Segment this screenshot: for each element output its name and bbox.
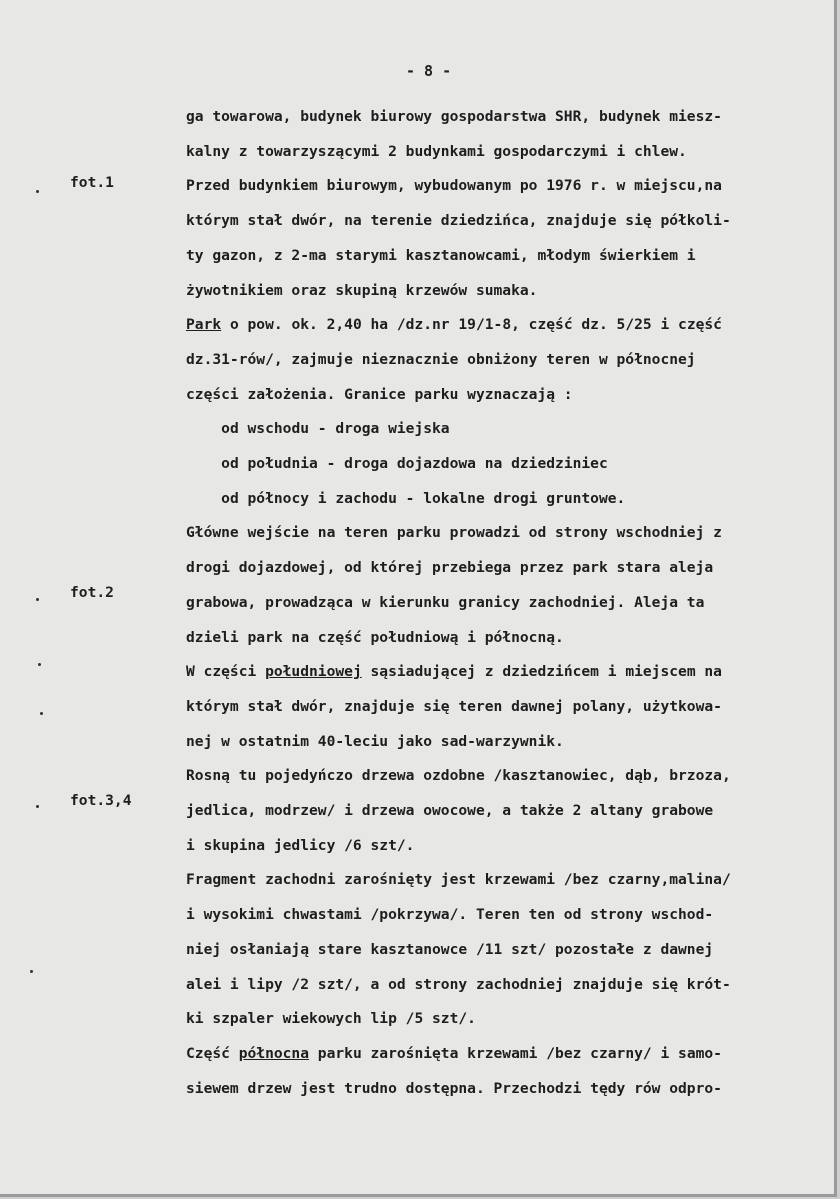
text-line (186, 1080, 722, 1097)
line-text: od wschodu - droga wiejska (221, 420, 450, 437)
line-text: dz.31-rów/, zajmuje nieznacznie obniżony teren w północnej (186, 351, 696, 368)
line-text: parku zarośnięta krzewami /bez czarny/ i samo- (309, 1045, 722, 1062)
text-line (186, 282, 537, 299)
line-text: alei i lipy /2 szt/, a od strony zachodniej znajduje się krót- (186, 976, 731, 993)
line-text: od południa - droga dojazdowa na dziedziniec (221, 455, 608, 472)
text-line (186, 490, 625, 507)
page-number: - 8 - (406, 62, 452, 80)
photo-label: fot.3,4 (70, 792, 132, 809)
line-text: dzieli park na część południową i północną. (186, 629, 564, 646)
text-line (186, 455, 608, 472)
line-text: i skupina jedlicy /6 szt/. (186, 837, 415, 854)
text-line (186, 941, 713, 958)
line-text: części założenia. Granice parku wyznaczają : (186, 386, 573, 403)
text-line (186, 837, 414, 854)
text-line (186, 1045, 722, 1062)
line-text: grabowa, prowadząca w kierunku granicy zachodniej. Aleja ta (186, 594, 705, 611)
photo-label: fot.2 (70, 584, 114, 601)
text-line (186, 524, 722, 541)
text-line (186, 559, 713, 576)
line-text: od północy i zachodu - lokalne drogi gruntowe. (221, 490, 626, 507)
line-text: niej osłaniają stare kasztanowce /11 szt/ pozostałe z dawnej (186, 941, 714, 958)
underlined-text: północna (238, 1045, 310, 1062)
text-line (186, 351, 696, 368)
text-line (186, 177, 722, 194)
line-text (186, 490, 221, 507)
margin-mark (36, 598, 39, 601)
line-text: którym stał dwór, znajduje się teren dawnej polany, użytkowa- (186, 698, 722, 715)
text-line (186, 108, 722, 125)
line-text: Fragment zachodni zarośnięty jest krzewami /bez czarny,malina/ (186, 871, 731, 888)
text-line (186, 420, 450, 437)
line-text: ty gazon, z 2-ma starymi kasztanowcami, młodym świerkiem i (186, 247, 696, 264)
line-text: W części (186, 663, 266, 680)
line-text (186, 420, 221, 437)
text-line (186, 976, 731, 993)
line-text: kalny z towarzyszącymi 2 budynkami gospodarczymi i chlew. (186, 143, 687, 160)
line-text: drogi dojazdowej, od której przebiega przez park stara aleja (186, 559, 714, 576)
underlined-text: Park (186, 316, 222, 333)
line-text: Część (186, 1045, 239, 1062)
text-line (186, 247, 696, 264)
text-line (186, 212, 731, 229)
text-line (186, 871, 731, 888)
text-line (186, 143, 687, 160)
line-text: żywotnikiem oraz skupiną krzewów sumaka. (186, 282, 538, 299)
line-text: nej w ostatnim 40-leciu jako sad-warzywnik. (186, 733, 564, 750)
underlined-text: południowej (265, 663, 362, 680)
line-text (186, 455, 221, 472)
line-text: Główne wejście na teren parku prowadzi od strony wschodniej z (186, 524, 722, 541)
margin-mark (38, 663, 41, 666)
text-line (186, 767, 731, 784)
text-line (186, 386, 573, 403)
line-text: o pow. ok. 2,40 ha /dz.nr 19/1-8, część dz. 5/25 i część (221, 316, 722, 333)
text-line (186, 1010, 476, 1027)
margin-mark (30, 970, 33, 973)
text-line (186, 663, 722, 680)
line-text: jedlica, modrzew/ i drzewa owocowe, a także 2 altany grabowe (186, 802, 714, 819)
margin-mark (36, 805, 39, 808)
margin-mark (40, 712, 43, 715)
photo-label: fot.1 (70, 174, 114, 191)
text-line (186, 629, 564, 646)
line-text: siewem drzew jest trudno dostępna. Przechodzi tędy rów odpro- (186, 1080, 722, 1097)
text-line (186, 698, 722, 715)
line-text: Przed budynkiem biurowym, wybudowanym po 1976 r. w miejscu,na (186, 177, 722, 194)
line-text: Rosną tu pojedyńczo drzewa ozdobne /kasztanowiec, dąb, brzoza, (186, 767, 731, 784)
line-text: i wysokimi chwastami /pokrzywa/. Teren ten od strony wschod- (186, 906, 714, 923)
text-line (186, 906, 713, 923)
line-text: sąsiadującej z dziedzińcem i miejscem na (361, 663, 722, 680)
text-line (186, 733, 564, 750)
text-line (186, 594, 704, 611)
line-text: ki szpaler wiekowych lip /5 szt/. (186, 1010, 476, 1027)
text-line (186, 802, 713, 819)
line-text: którym stał dwór, na terenie dziedzińca, znajduje się półkoli- (186, 212, 731, 229)
text-line (186, 316, 722, 333)
line-text: ga towarowa, budynek biurowy gospodarstwa SHR, budynek miesz- (186, 108, 722, 125)
margin-mark (36, 190, 39, 193)
